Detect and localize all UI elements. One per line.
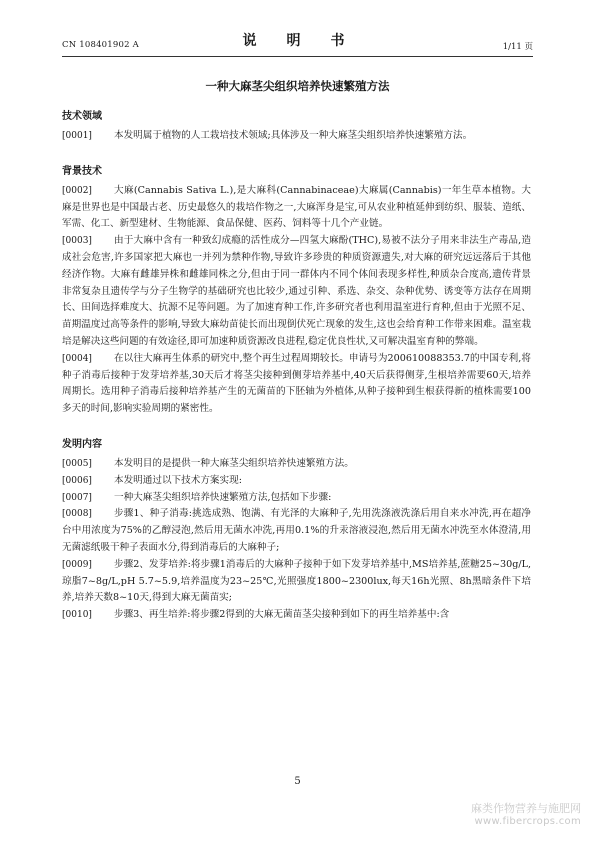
paragraph-number: [0009] xyxy=(62,559,92,570)
watermark-text: 麻类作物营养与施肥网 xyxy=(471,802,581,815)
paragraph-number: [0002] xyxy=(62,185,92,196)
document-type: 说 明 书 xyxy=(242,33,353,49)
paragraph xyxy=(62,351,531,418)
paragraph-number: [0007] xyxy=(62,492,92,503)
paragraph-text: 本发明属于植物的人工栽培技术领域;具体涉及一种大麻茎尖组织培养快速繁殖方法。 xyxy=(114,130,473,141)
paragraph-number: [0006] xyxy=(62,475,92,486)
paragraph xyxy=(62,128,531,145)
paragraph-text: 大麻(Cannabis Sativa L.),是大麻科(Cannabinaceae)大麻属(Cannabis)一年生草本植物。大麻是世界也是中国最古老、历史最悠久的栽培作物之一,大麻浑身是宝,可从农业种植延伸到纺织、服装、造纸、军需、化工、新型建材、生物能源、食品保健、医药、饲料等十几个产业链。 xyxy=(62,184,531,230)
watermark-url: www.fibercrops.com xyxy=(474,816,581,827)
paragraph xyxy=(62,506,531,556)
watermark xyxy=(471,802,581,828)
header-divider xyxy=(62,56,533,57)
paragraph xyxy=(62,233,531,351)
paragraph xyxy=(62,456,531,473)
paragraph-text: 本发明目的是提供一种大麻茎尖组织培养快速繁殖方法。 xyxy=(114,457,354,469)
section-heading: 背景技术 xyxy=(62,165,102,177)
paragraph xyxy=(62,607,531,624)
paragraph-text: 步骤2、发芽培养:将步骤1消毒后的大麻种子接种于如下发芽培养基中,MS培养基,蔗糖25~30g/L,琼脂7~8g/L,pH 5.7~5.9,培养温度为23~25℃,光照强度1800~2300lux,每天16h光照、8h黑暗条件下培养,培养天数8~10天,得到大麻无菌苗实; xyxy=(62,558,531,604)
paragraph xyxy=(62,490,531,507)
paragraph-number: [0003] xyxy=(62,236,92,247)
paragraph xyxy=(62,183,531,233)
section-heading: 技术领域 xyxy=(62,111,102,122)
paragraph xyxy=(62,473,531,490)
section-background xyxy=(62,165,531,418)
paragraph-text: 一种大麻茎尖组织培养快速繁殖方法,包括如下步骤: xyxy=(114,491,332,503)
document-title: 一种大麻茎尖组织培养快速繁殖方法 xyxy=(205,79,390,93)
paragraph-text: 由于大麻中含有一种致幻成瘾的活性成分—四氢大麻酚(THC),易被不法分子用来非法生产毒品,造成社会危害,许多国家把大麻也一并列为禁种作物,导致许多珍贵的种质资源遗失,对大麻的研究远远落后于其他经济作物。大麻有雌雄异株和雌雄同株之分,但由于同一群体内不同个体间表现多样性,种质杂合度高,遗传背景非常复杂且遗传学与分子生物学的基础研究也比较少,通过引种、系选、杂交、杂种优势、诱变等方法存在周期长、田间选择难度大、抗源不足等问题。为了加速育种工作,许多研究者也利用温室进行育种,但由于光照不足、苗期温度过高等条件的影响,导致大麻幼苗徒长而出现倒伏死亡现象的发生,这也会给育种工作带来困难。温室栽培是解决这些问题的有效途径,即可加速种质资源改良进程,稳定优良性状,又可解决温室育种的弊端。 xyxy=(62,235,531,347)
patent-number: CN 108401902 A xyxy=(62,40,139,50)
paragraph-number: [0008] xyxy=(62,509,92,520)
paragraph-text: 本发明通过以下技术方案实现: xyxy=(114,474,242,486)
paragraph-text: 步骤1、种子消毒:挑选成熟、饱满、有光泽的大麻种子,先用洗涤液洗涤后用自来水冲洗,再在超净台中用浓度为75%的乙醇浸泡,然后用无菌水冲洗,再用0.1%的升汞溶液浸泡,然后用无菌水冲洗至水体澄清,用无菌滤纸吸干种子表面水分,得到消毒后的大麻种子; xyxy=(62,508,531,553)
section-technical-field xyxy=(62,110,531,145)
page-indicator: 1/11 页 xyxy=(502,42,533,52)
paragraph-number: [0010] xyxy=(62,610,92,621)
paragraph-number: [0005] xyxy=(62,458,92,469)
section-heading: 发明内容 xyxy=(62,438,102,450)
paragraph-number: [0004] xyxy=(62,353,92,364)
page-number: 5 xyxy=(294,776,301,787)
paragraph-text: 步骤3、再生培养:将步骤2得到的大麻无菌苗茎尖接种到如下的再生培养基中:含 xyxy=(114,609,450,621)
page-header xyxy=(62,30,533,52)
section-summary xyxy=(62,438,531,624)
paragraph-text: 在以往大麻再生体系的研究中,整个再生过程周期较长。申请号为200610088353.7的中国专利,将种子消毒后接种于发芽培养基,30天后才将茎尖接种到侧芽培养基中,40天后获得侧芽,生根培养需要60天,培养周期长。选用种子消毒后接种培养基产生的无菌苗的下胚轴为外植体,从种子接种到生根获得新的植株需要100多天的时间,影响实验周期的紧密性。 xyxy=(62,352,531,415)
document-body xyxy=(62,100,531,624)
paragraph xyxy=(62,557,531,607)
paragraph-number: [0001] xyxy=(62,131,92,141)
